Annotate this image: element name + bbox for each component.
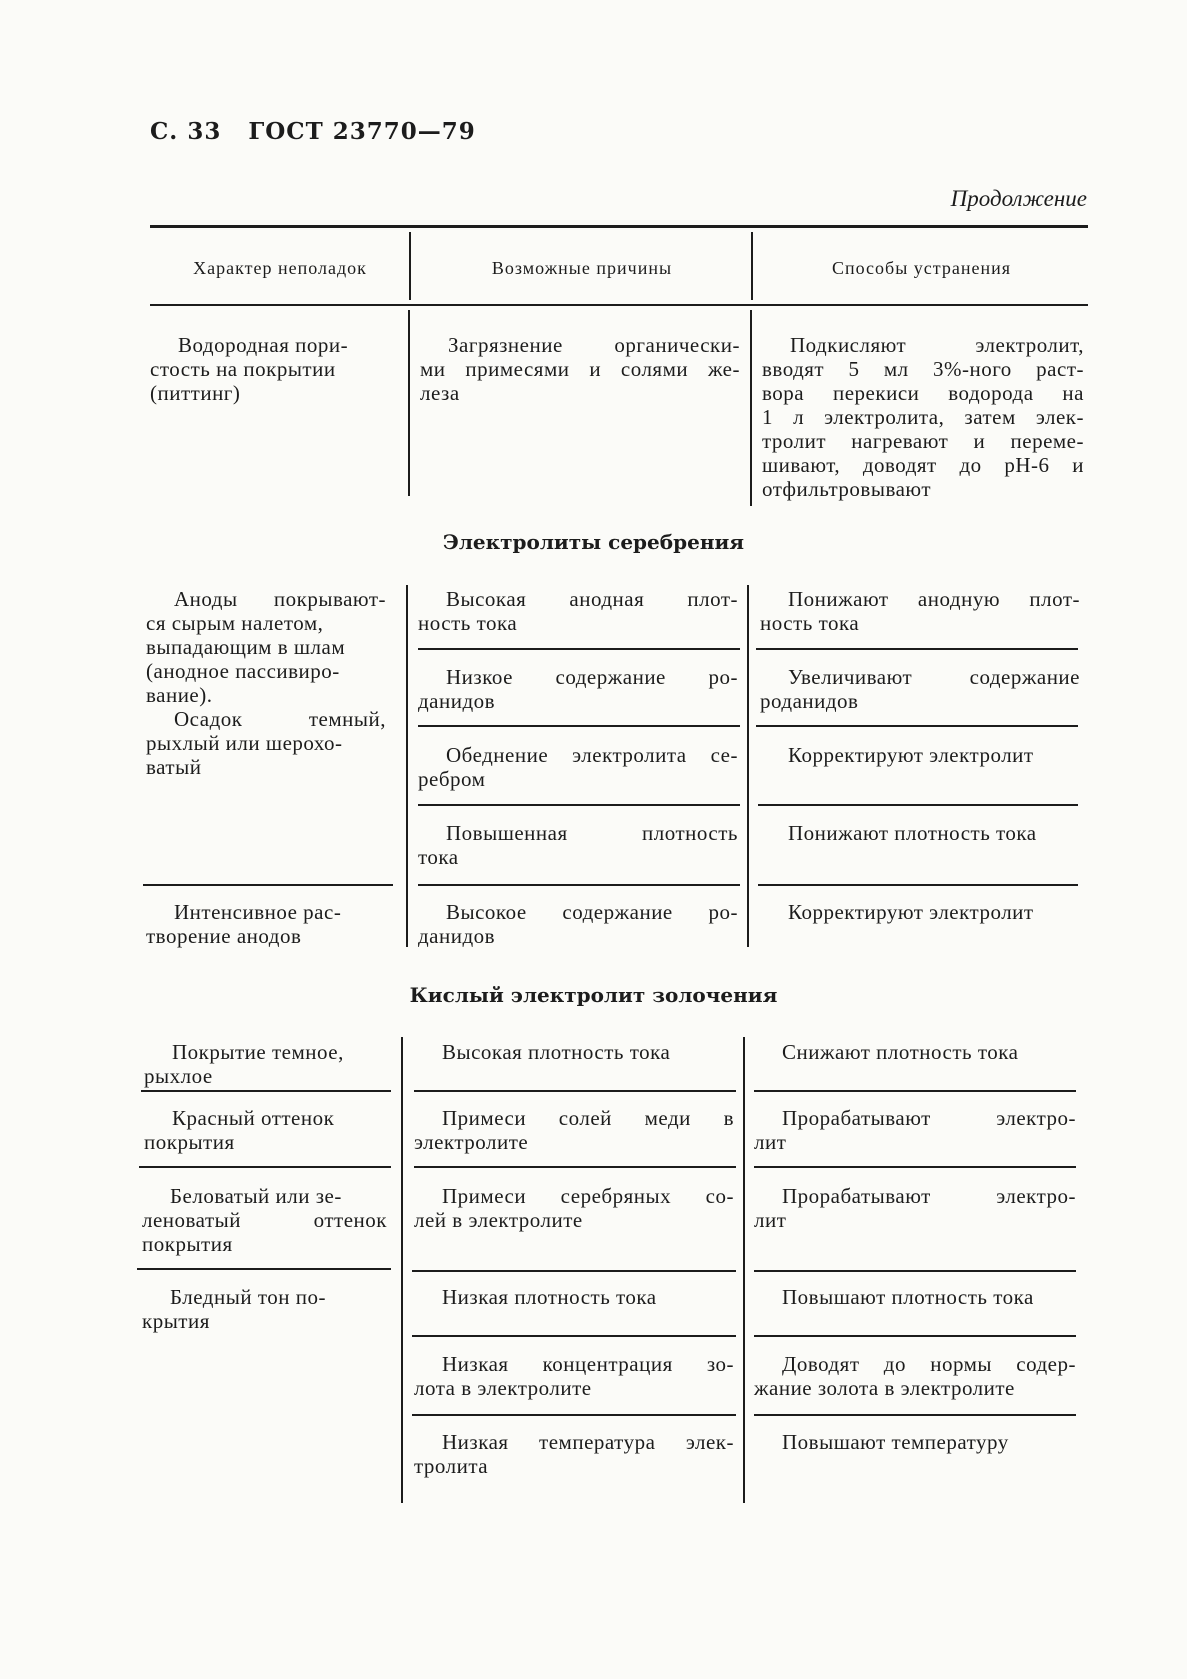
gold-remedy-6: Повышают температуру [782, 1430, 1009, 1454]
gold-remedy-3: Прорабатывают электро- лит [754, 1184, 1076, 1232]
gold-cause-rule-4 [412, 1335, 736, 1337]
gold-problem-3: Беловатый или зе- леноватый оттенок покрытия [142, 1184, 387, 1256]
silver-cause-rule-1 [418, 648, 740, 650]
silver-remedy-3: Корректируют электролит [788, 743, 1034, 767]
header-divider-2 [751, 232, 753, 300]
gold-cause-4: Низкая плотность тока [442, 1285, 657, 1309]
table-top-rule [150, 225, 1088, 228]
gold-cause-rule-5 [412, 1414, 736, 1416]
hydrogen-remedy: Подкисляют электролит, вводят 5 мл 3%-ного раст- вора перекиси водорода на 1 л электролита, затем элек- тролит нагревают и переме- шивают, доводят до pH-6 и отфильтровывают [762, 333, 1084, 501]
hydrogen-divider-2 [750, 310, 752, 506]
silver-remedy-1: Понижают анодную плот- ность тока [760, 587, 1080, 635]
gold-cause-2: Примеси солей меди в электролите [414, 1106, 734, 1154]
silver-cause-rule-2 [418, 725, 740, 727]
silver-remedy-2: Увеличивают содержание роданидов [760, 665, 1080, 713]
silver-cause-4: Повышенная плотность тока [418, 821, 738, 869]
column-header-remedy: Способы устранения [831, 258, 1012, 278]
silver-remedy-4: Понижают плотность тока [788, 821, 1037, 845]
silver-remedy-rule-1 [756, 648, 1078, 650]
gold-problem-rule-3 [137, 1268, 391, 1270]
gold-problem-2: Красный оттенок покрытия [144, 1106, 335, 1154]
page-number: С. 33 [150, 118, 222, 145]
silver-cause-2: Низкое содержание ро- данидов [418, 665, 738, 713]
gold-cause-rule-3 [412, 1270, 736, 1272]
hydrogen-cause: Загрязнение органически- ми примесями и солями же- леза [420, 333, 740, 405]
continuation-label: Продолжение [950, 186, 1087, 211]
gold-problem-rule-1 [141, 1090, 391, 1092]
gold-remedy-2: Прорабатывают электро- лит [754, 1106, 1076, 1154]
gold-remedy-4: Повышают плотность тока [782, 1285, 1034, 1309]
silver-cause-1: Высокая анодная плот- ность тока [418, 587, 738, 635]
silver-divider-2 [747, 585, 749, 947]
gold-remedy-rule-4 [754, 1335, 1076, 1337]
silver-cause-5: Высокое содержание ро- данидов [418, 900, 738, 948]
gold-cause-rule-2 [414, 1166, 736, 1168]
gold-problem-rule-2 [139, 1166, 391, 1168]
gold-remedy-rule-2 [754, 1166, 1076, 1168]
silver-cause-rule-4 [418, 884, 740, 886]
gold-remedy-5: Доводят до нормы содер- жание золота в электролите [754, 1352, 1076, 1400]
header-divider-1 [409, 232, 411, 300]
page-header [150, 118, 476, 145]
gold-cause-rule-1 [414, 1090, 736, 1092]
gold-remedy-rule-1 [754, 1090, 1076, 1092]
header-bottom-rule [150, 304, 1088, 306]
gold-cause-5: Низкая концентрация зо- лота в электролите [414, 1352, 734, 1400]
silver-remedy-rule-3 [758, 804, 1078, 806]
gold-remedy-rule-5 [754, 1414, 1076, 1416]
column-header-problem: Характер неполадок [193, 258, 367, 278]
gold-section-title: Кислый электролит золочения [409, 983, 778, 1007]
silver-remedy-rule-2 [756, 725, 1078, 727]
silver-remedy-rule-4 [758, 884, 1078, 886]
gold-remedy-rule-3 [754, 1270, 1076, 1272]
gold-cause-3: Примеси серебряных со- лей в электролите [414, 1184, 734, 1232]
standard-number: ГОСТ 23770—79 [248, 118, 476, 145]
gold-cause-1: Высокая плотность тока [442, 1040, 671, 1064]
gold-divider-2 [743, 1037, 745, 1503]
gold-cause-6: Низкая температура элек- тролита [414, 1430, 734, 1478]
gold-problem-1: Покрытие темное, рыхлое [144, 1040, 344, 1088]
gold-problem-4: Бледный тон по- крытия [142, 1285, 326, 1333]
gold-divider-1 [401, 1037, 403, 1503]
silver-remedy-5: Корректируют электролит [788, 900, 1034, 924]
silver-problem-rule [143, 884, 393, 886]
hydrogen-problem: Водородная пори- стость на покрытии (питтинг) [150, 333, 349, 405]
silver-divider-1 [406, 585, 408, 947]
hydrogen-divider-1 [408, 310, 410, 496]
silver-cause-rule-3 [418, 804, 740, 806]
silver-section-title: Электролиты серебрения [442, 530, 745, 554]
silver-problem-2: Интенсивное рас- творение анодов [146, 900, 342, 948]
gold-remedy-1: Снижают плотность тока [782, 1040, 1019, 1064]
silver-cause-3: Обеднение электролита се- ребром [418, 743, 738, 791]
silver-problem-1: Аноды покрывают- ся сырым налетом, выпадающим в шлам (анодное пассивиро- вание). Осадок темный, рыхлый или шерохо- ватый [146, 587, 386, 779]
column-header-cause: Возможные причины [491, 258, 673, 278]
